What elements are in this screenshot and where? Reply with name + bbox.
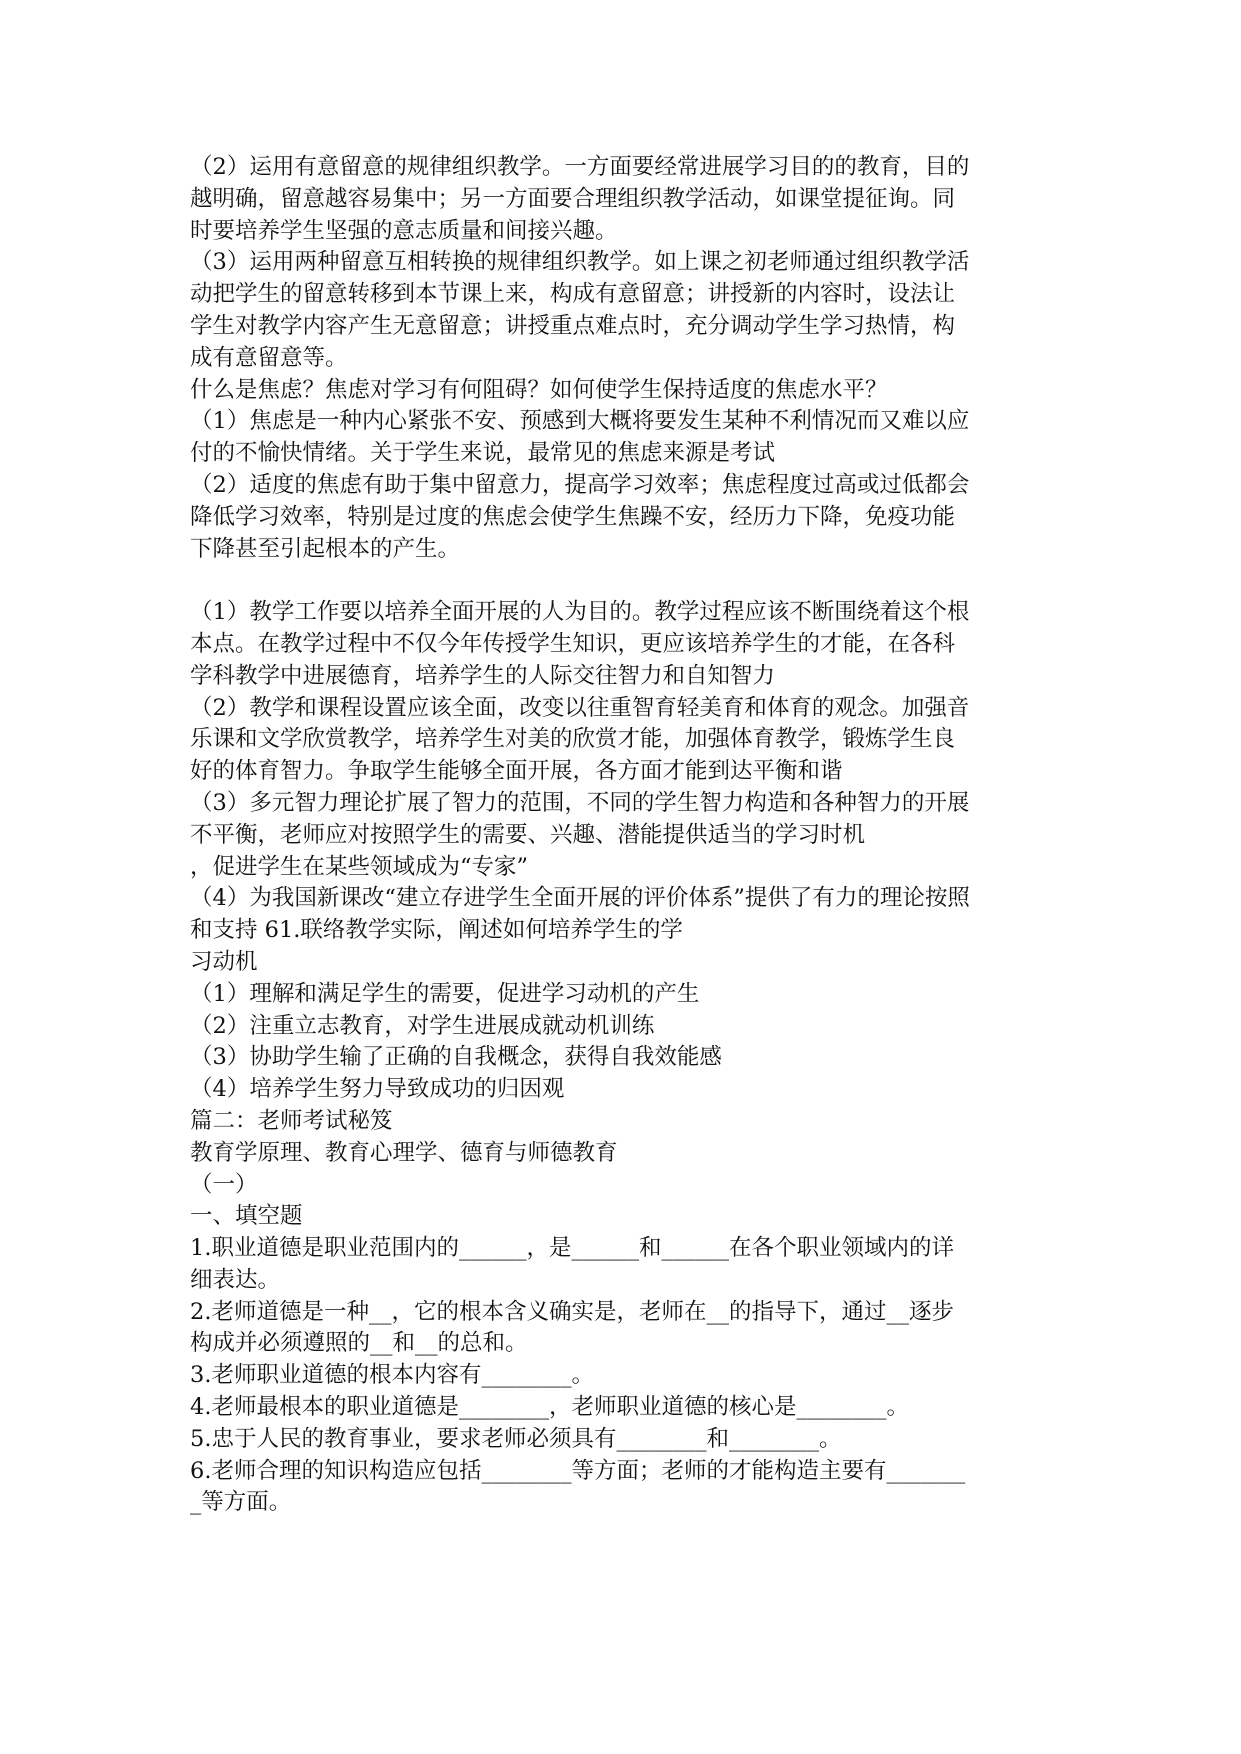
text-line: （3）运用两种留意互相转换的规律组织教学。如上课之初老师通过组织教学活 (190, 249, 970, 276)
text-line: （2）教学和课程设置应该全面，改变以往重智育轻美育和体育的观念。加强音 (190, 694, 970, 721)
fill-blank-question: 1.职业道德是职业范围内的______，是______和______在各个职业领域内的详 (190, 1235, 954, 1262)
question-heading: 什么是焦虑？焦虑对学习有何阻碍？如何使学生保持适度的焦虑水平？ (190, 376, 888, 403)
document-body (190, 152, 1070, 1519)
text-line: （4）培养学生努力导致成功的归因观 (190, 1076, 565, 1103)
text-line: 本点。在教学过程中不仅今年传授学生知识，更应该培养学生的才能，在各科 (190, 630, 956, 657)
text-line: （2）适度的焦虑有助于集中留意力，提高学习效率；焦虑程度过高或过低都会 (190, 471, 970, 498)
question-type-heading: 一、填空题 (190, 1203, 303, 1230)
text-line: （3）多元智力理论扩展了智力的范围，不同的学生智力构造和各种智力的开展 (190, 789, 970, 816)
text-line: 和支持 61.联络教学实际，阐述如何培养学生的学 (190, 917, 683, 944)
fill-blank-question: 3.老师职业道德的根本内容有________。 (190, 1362, 594, 1389)
text-line: 越明确，留意越容易集中；另一方面要合理组织教学活动，如课堂提征询。同 (190, 185, 956, 212)
fill-blank-question: 5.忠于人民的教育事业，要求老师必须具有________和________。 (190, 1425, 842, 1452)
text-line: 学科教学中进展德育，培养学生的人际交往智力和自知智力 (190, 662, 776, 689)
part-label: （一） (190, 1171, 258, 1198)
text-line: 不平衡，老师应对按照学生的需要、兴趣、潜能提供适当的学习时机 (190, 821, 866, 848)
text-line: （1）焦虑是一种内心紧张不安、预感到大概将要发生某种不利情况而又难以应 (190, 408, 970, 435)
text-line: 时要培养学生坚强的意志质量和间接兴趣。 (190, 217, 618, 244)
text-line: （3）协助学生输了正确的自我概念，获得自我效能感 (190, 1044, 722, 1071)
text-line: 习动机 (190, 948, 258, 975)
text-line: （2）注重立志教育，对学生进展成就动机训练 (190, 1012, 655, 1039)
text-line: 学生对教学内容产生无意留意；讲授重点难点时，充分调动学生学习热情，构 (190, 312, 956, 339)
fill-blank-question: 4.老师最根本的职业道德是________，老师职业道德的核心是________。 (190, 1394, 909, 1421)
text-line: （4）为我国新课改“建立存进学生全面开展的评价体系”提供了有力的理论按照 (190, 885, 970, 912)
text-line: （1）教学工作要以培养全面开展的人为目的。教学过程应该不断围绕着这个根 (190, 599, 970, 626)
fill-blank-question: 6.老师合理的知识构造应包括________等方面；老师的才能构造主要有_______ (190, 1457, 966, 1484)
text-line: 付的不愉快情绪。关于学生来说，最常见的焦虑来源是考试 (190, 440, 776, 467)
text-line: 下降甚至引起根本的产生。 (190, 535, 461, 562)
text-line: ，促进学生在某些领域成为“专家” (190, 853, 529, 880)
subtitle: 教育学原理、教育心理学、德育与师德教育 (190, 1139, 618, 1166)
text-line: 好的体育智力。争取学生能够全面开展，各方面才能到达平衡和谐 (190, 758, 843, 785)
paragraph-gap (190, 565, 1070, 597)
text-line: _等方面。 (190, 1489, 292, 1516)
section-heading: 篇二：老师考试秘笈 (190, 1107, 393, 1134)
text-line: 降低学习效率，特别是过度的焦虑会使学生焦躁不安，经历力下降，免疫功能 (190, 503, 956, 530)
text-line: 成有意留意等。 (190, 344, 348, 371)
text-line: 细表达。 (190, 1266, 281, 1293)
text-line: 乐课和文学欣赏教学，培养学生对美的欣赏才能，加强体育教学，锻炼学生良 (190, 726, 956, 753)
fill-blank-question: 2.老师道德是一种__，它的根本含义确实是，老师在__的指导下，通过__逐步 (190, 1298, 954, 1325)
text-line: 动把学生的留意转移到本节课上来，构成有意留意；讲授新的内容时，设法让 (190, 281, 956, 308)
text-line: （2）运用有意留意的规律组织教学。一方面要经常进展学习目的的教育，目的 (190, 154, 970, 180)
text-line: （1）理解和满足学生的需要，促进学习动机的产生 (190, 980, 700, 1007)
text-line: 构成并必须遵照的__和__的总和。 (190, 1330, 528, 1357)
